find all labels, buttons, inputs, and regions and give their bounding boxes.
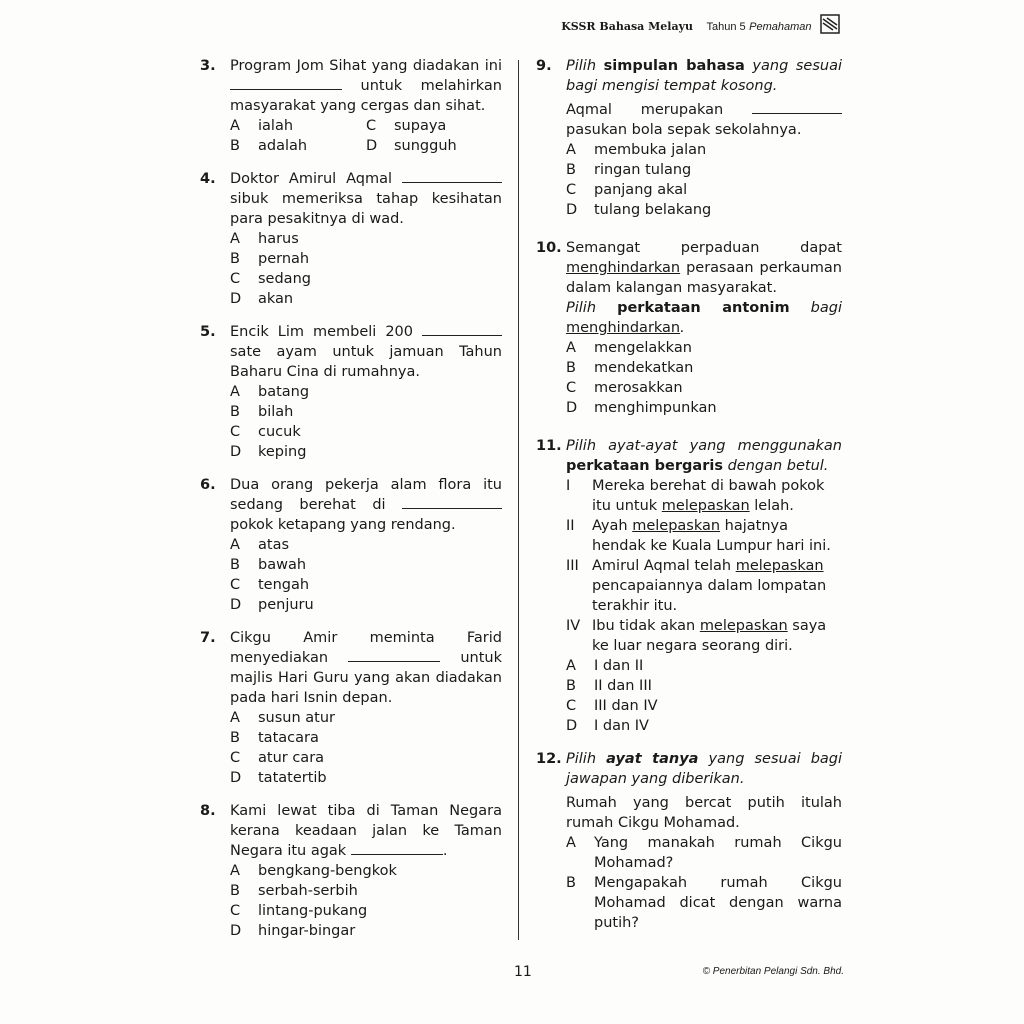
option-a[interactable]: A harus [230, 231, 299, 247]
option-b[interactable]: B bilah [230, 404, 294, 420]
left-column [200, 56, 502, 954]
question-12: 12. Pilih ayat tanya yang sesuai bagi jawapan yang diberikan. Rumah yang bercat putih itulah rumah Cikgu Mohamad. A Yang manakah rumah Cikgu Mohamad? B Mengapakah rumah Cikgu Mohamad dicat dengan warna putih? [536, 751, 843, 931]
question-instruction: Pilih simpulan bahasa yang sesuai bagi mengisi tempat kosong. [566, 58, 843, 94]
publisher-logo-icon [820, 14, 840, 34]
question-6: 6. Dua orang pekerja alam flora itu sedang berehat di pokok ketapang yang rendang. A atas B bawah C tengah D penjuru [200, 477, 502, 613]
option-c[interactable]: C merosakkan [566, 380, 683, 396]
option-a[interactable]: A I dan II [566, 658, 644, 674]
option-a[interactable]: A susun atur [230, 710, 336, 726]
right-column [536, 56, 842, 946]
statement-iii: III Amirul Aqmal telah melepaskan pencapaiannya dalam lompatan terakhir itu. [566, 558, 827, 614]
answer-blank[interactable] [402, 170, 502, 183]
copyright: © Penerbitan Pelangi Sdn. Bhd. [702, 966, 844, 977]
answer-blank[interactable] [752, 101, 842, 114]
option-a[interactable]: A ialah [230, 118, 294, 134]
option-b[interactable]: B Mengapakah rumah Cikgu Mohamad dicat dengan warna putih? [566, 875, 842, 931]
question-8: 8. Kami lewat tiba di Taman Negara kerana keadaan jalan ke Taman Negara itu agak . A bengkang-bengkok B serbah-serbih C lintang-pukang D hingar-bingar [200, 803, 502, 939]
question-10: 10. Semangat perpaduan dapat menghindarkan perasaan perkauman dalam kalangan masyarakat. Pilih perkataan antonim bagi menghindarkan. A mengelakkan B mendekatkan C merosakkan D menghimpunkan [536, 240, 842, 416]
question-instruction: Pilih ayat-ayat yang menggunakan perkataan bergaris dengan betul. [566, 438, 842, 474]
option-d[interactable]: D tatatertib [230, 770, 327, 786]
answer-blank[interactable] [351, 842, 443, 855]
option-a[interactable]: A batang [230, 384, 310, 400]
option-a[interactable]: A bengkang-bengkok [230, 863, 397, 879]
question-5: 5. Encik Lim membeli 200 sate ayam untuk jamuan Tahun Baharu Cina di rumahnya. A batang B bilah C cucuk D keping [200, 324, 502, 460]
option-a[interactable]: A mengelakkan [566, 340, 692, 356]
option-b[interactable]: B serbah-serbih [230, 883, 358, 899]
question-4: 4. Doktor Amirul Aqmal sibuk memeriksa tahap kesihatan para pesakitnya di wad. A harus B pernah C sedang D akan [200, 171, 502, 307]
option-b[interactable]: B tatacara [230, 730, 319, 746]
option-d[interactable]: D sungguh [366, 138, 457, 154]
option-d[interactable]: D keping [230, 444, 307, 460]
option-b[interactable]: B pernah [230, 251, 310, 267]
option-a[interactable]: A atas [230, 537, 290, 553]
answer-statement: Rumah yang bercat putih itulah rumah Cikgu Mohamad. [566, 795, 842, 831]
option-b[interactable]: B II dan III [566, 678, 652, 694]
option-d[interactable]: D hingar-bingar [230, 923, 356, 939]
option-c[interactable]: C supaya [366, 118, 447, 134]
answer-blank[interactable] [348, 649, 440, 662]
option-c[interactable]: C sedang [230, 271, 311, 287]
answer-blank[interactable] [402, 496, 502, 509]
statement-i: I Mereka berehat di bawah pokok itu untuk melepaskan lelah. [566, 478, 825, 514]
option-d[interactable]: D menghimpunkan [566, 400, 717, 416]
option-b[interactable]: B adalah [230, 138, 308, 154]
option-b[interactable]: B bawah [230, 557, 307, 573]
option-b[interactable]: B mendekatkan [566, 360, 694, 376]
question-9: 9. Pilih simpulan bahasa yang sesuai bagi mengisi tempat kosong. Aqmal merupakan pasukan bola sepak sekolahnya. A membuka jalan B ringan tulang C panjang akal D tulang belakang [536, 58, 843, 218]
page-number: 11 [514, 964, 532, 980]
question-3: 3. Program Jom Sihat yang diadakan ini untuk melahirkan masyarakat yang cergas dan sihat. A ialah C supaya B adalah D sungguh [200, 58, 503, 154]
subject-title: KSSR Bahasa Melayu [561, 20, 693, 33]
option-b[interactable]: B ringan tulang [566, 162, 692, 178]
option-c[interactable]: C atur cara [230, 750, 325, 766]
column-divider [518, 60, 519, 940]
statement-iv: IV Ibu tidak akan melepaskan saya ke luar negara seorang diri. [566, 618, 827, 654]
answer-blank[interactable] [230, 77, 342, 90]
option-d[interactable]: D tulang belakang [566, 202, 712, 218]
option-d[interactable]: D penjuru [230, 597, 314, 613]
question-instruction: Pilih ayat tanya yang sesuai bagi jawapan yang diberikan. [566, 751, 843, 787]
option-c[interactable]: C III dan IV [566, 698, 658, 714]
option-d[interactable]: D akan [230, 291, 294, 307]
page-header [561, 20, 839, 33]
question-instruction: Pilih perkataan antonim bagi menghindarkan. [566, 300, 842, 336]
option-c[interactable]: C lintang-pukang [230, 903, 368, 919]
option-c[interactable]: C panjang akal [566, 182, 688, 198]
year-label: Tahun 5 [706, 21, 746, 33]
option-c[interactable]: C cucuk [230, 424, 301, 440]
option-a[interactable]: A Yang manakah rumah Cikgu Mohamad? [566, 835, 842, 871]
statement-ii: II Ayah melepaskan hajatnya hendak ke Kuala Lumpur hari ini. [566, 518, 831, 554]
option-d[interactable]: D I dan IV [566, 718, 649, 734]
option-a[interactable]: A membuka jalan [566, 142, 707, 158]
question-11: 11. Pilih ayat-ayat yang menggunakan perkataan bergaris dengan betul. I Mereka berehat di bawah pokok itu untuk melepaskan lelah. II Ayah melepaskan hajatnya hendak ke Kuala Lumpur hari ini. III Amirul Aqmal telah melepaskan pencapaiannya dalam lompatan terakhir itu. IV Ibu tidak akan melepaskan saya ke luar negara seorang diri. A I dan II B II dan III C III dan IV D I dan IV [536, 438, 842, 734]
section-label: Pemahaman [749, 21, 812, 33]
option-c[interactable]: C tengah [230, 577, 310, 593]
answer-blank[interactable] [422, 323, 502, 336]
question-7: 7. Cikgu Amir meminta Farid menyediakan untuk majlis Hari Guru yang akan diadakan pada hari Isnin depan. A susun atur B tatacara C atur cara D tatatertib [200, 630, 503, 786]
